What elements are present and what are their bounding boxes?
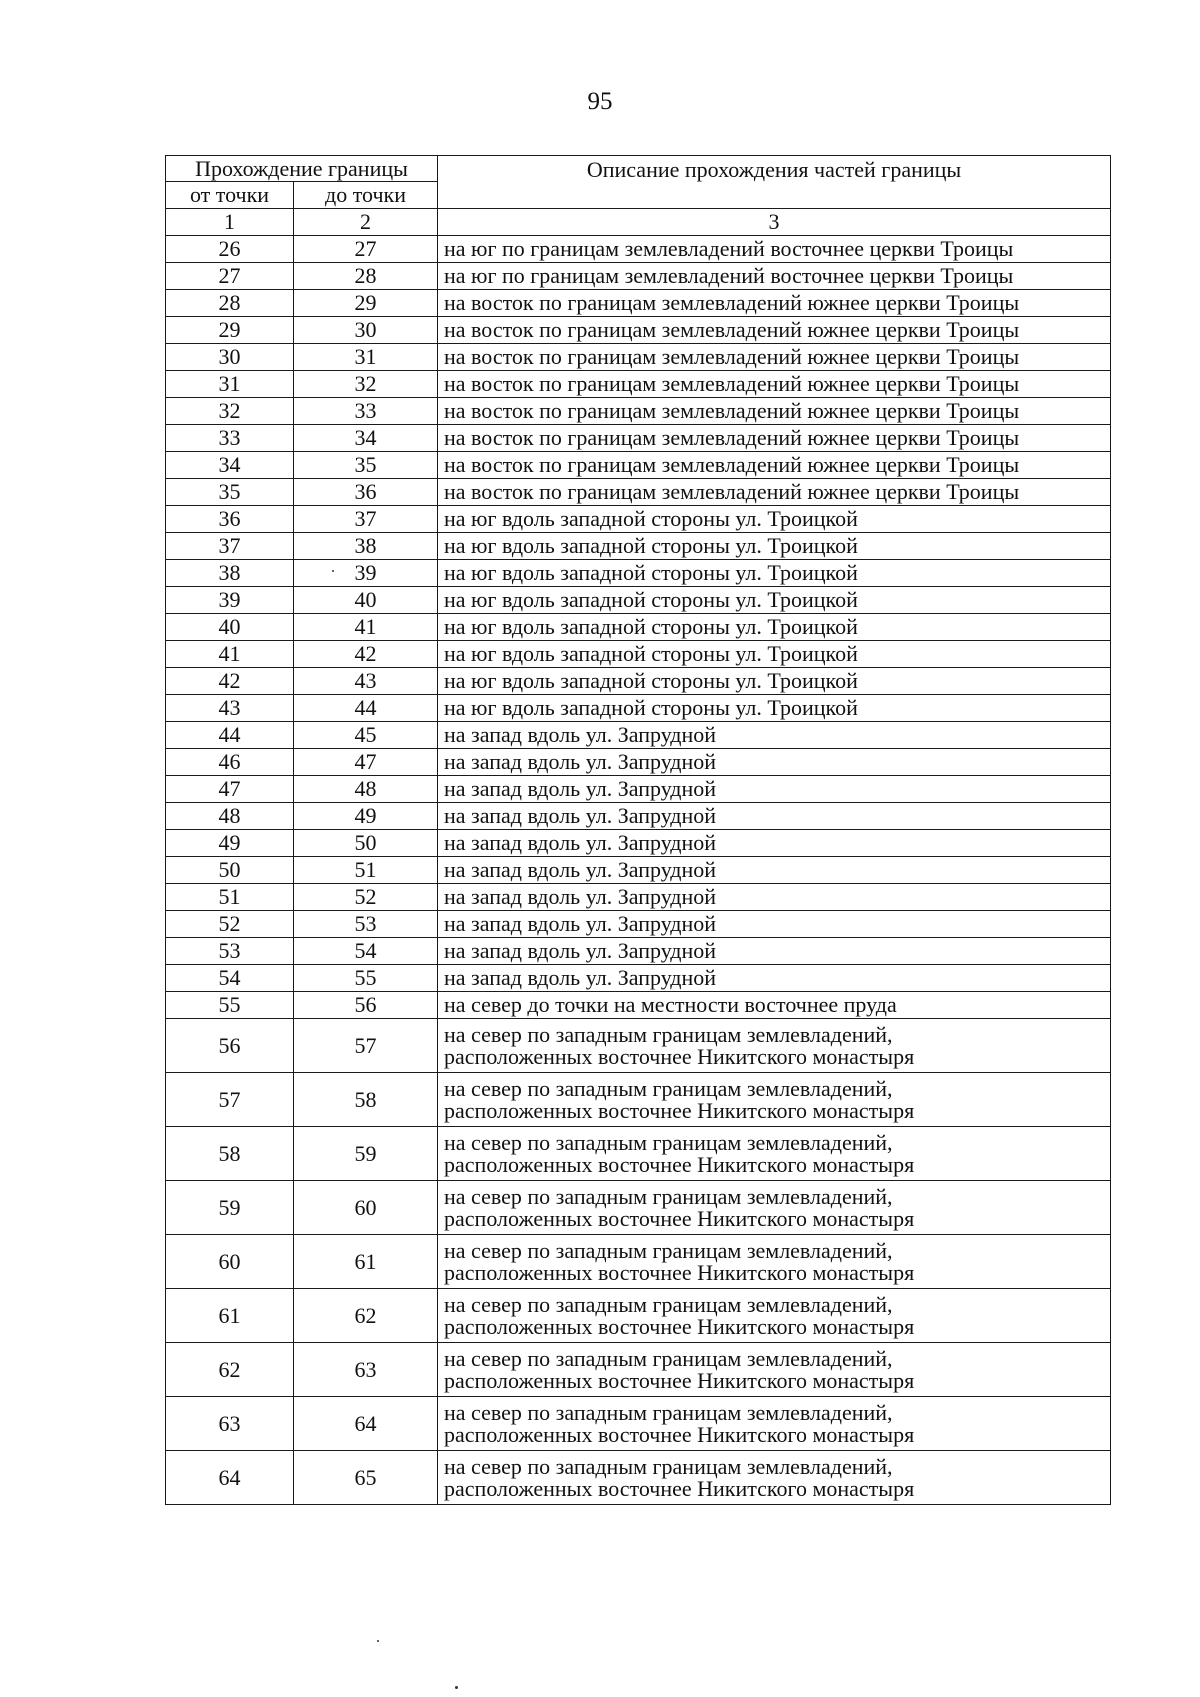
from-point-cell: 53	[166, 938, 294, 965]
description-line: на запад вдоль ул. Запрудной	[444, 911, 717, 936]
to-point-cell: 29	[294, 290, 438, 317]
from-point-cell: 30	[166, 344, 294, 371]
description-line: на юг вдоль западной стороны ул. Троицкой	[444, 560, 858, 585]
to-point-cell: 58	[294, 1073, 438, 1127]
to-point-cell: 37	[294, 506, 438, 533]
from-point-cell: 59	[166, 1181, 294, 1235]
table-row	[166, 695, 1111, 722]
column-number-1: 1	[166, 209, 294, 236]
description-line: на восток по границам землевладений южнее церкви Троицы	[444, 425, 1020, 450]
from-point-cell: 48	[166, 803, 294, 830]
description-line: на запад вдоль ул. Запрудной	[444, 857, 717, 882]
to-point-cell: 32	[294, 371, 438, 398]
from-point-cell: 37	[166, 533, 294, 560]
description-cell	[438, 668, 1111, 695]
table-row	[166, 776, 1111, 803]
table-row	[166, 587, 1111, 614]
description-cell	[438, 830, 1111, 857]
description-line: на запад вдоль ул. Запрудной	[444, 749, 717, 774]
to-point-cell: 45	[294, 722, 438, 749]
to-point-cell: 61	[294, 1235, 438, 1289]
description-line: расположенных восточнее Никитского монастыря	[444, 1367, 915, 1393]
description-line: на север по западным границам землевладений,	[444, 1453, 893, 1479]
to-point-cell: 47	[294, 749, 438, 776]
to-point-cell: 62	[294, 1289, 438, 1343]
description-cell	[438, 614, 1111, 641]
description-line: на север по западным границам землевладений,	[444, 1021, 893, 1047]
to-point-cell: 56	[294, 992, 438, 1019]
description-line: на север по западным границам землевладений,	[444, 1345, 893, 1371]
to-point-cell: 49	[294, 803, 438, 830]
table-body	[166, 236, 1111, 1505]
description-cell	[438, 695, 1111, 722]
table-row	[166, 884, 1111, 911]
description-line: на юг вдоль западной стороны ул. Троицкой	[444, 695, 858, 720]
table-header	[166, 156, 1111, 236]
scan-speck	[377, 1640, 379, 1642]
to-point-cell: 44	[294, 695, 438, 722]
to-point-cell: 59	[294, 1127, 438, 1181]
table-row	[166, 641, 1111, 668]
description-line: на север по западным границам землевладений,	[444, 1237, 893, 1263]
table-row	[166, 965, 1111, 992]
table-row	[166, 668, 1111, 695]
to-point-cell: 52	[294, 884, 438, 911]
to-point-cell: 57	[294, 1019, 438, 1073]
description-cell	[438, 344, 1111, 371]
page-number: 95	[587, 88, 613, 115]
from-point-cell: 63	[166, 1397, 294, 1451]
from-point-cell: 40	[166, 614, 294, 641]
table-row	[166, 1343, 1111, 1397]
from-point-cell: 60	[166, 1235, 294, 1289]
to-point-cell: 54	[294, 938, 438, 965]
table-row	[166, 479, 1111, 506]
description-line: на север по западным границам землевладений,	[444, 1129, 893, 1155]
to-point-cell: 34	[294, 425, 438, 452]
to-point-cell: 48	[294, 776, 438, 803]
table-row	[166, 452, 1111, 479]
from-point-cell: 62	[166, 1343, 294, 1397]
header-row-column-numbers	[166, 209, 1111, 236]
table-row	[166, 830, 1111, 857]
table-row	[166, 560, 1111, 587]
to-point-cell: 39	[294, 560, 438, 587]
to-point-cell: 30	[294, 317, 438, 344]
table-row	[166, 344, 1111, 371]
to-point-cell: 28	[294, 263, 438, 290]
from-point-cell: 31	[166, 371, 294, 398]
description-cell	[438, 857, 1111, 884]
description-cell	[438, 560, 1111, 587]
table-row	[166, 938, 1111, 965]
from-point-cell: 35	[166, 479, 294, 506]
description-cell	[438, 776, 1111, 803]
to-point-cell: 55	[294, 965, 438, 992]
to-point-cell: 65	[294, 1451, 438, 1505]
description-line: расположенных восточнее Никитского монастыря	[444, 1151, 915, 1177]
description-line: на восток по границам землевладений южнее церкви Троицы	[444, 290, 1020, 315]
description-line: расположенных восточнее Никитского монастыря	[444, 1421, 915, 1447]
description-cell	[438, 938, 1111, 965]
description-cell	[438, 236, 1111, 263]
description-cell	[438, 398, 1111, 425]
description-cell	[438, 1235, 1111, 1289]
table-row	[166, 1397, 1111, 1451]
description-line: на запад вдоль ул. Запрудной	[444, 965, 717, 990]
description-cell	[438, 263, 1111, 290]
description-line: на север по западным границам землевладений,	[444, 1291, 893, 1317]
from-point-cell: 52	[166, 911, 294, 938]
from-point-cell: 47	[166, 776, 294, 803]
description-cell	[438, 803, 1111, 830]
description-line: расположенных восточнее Никитского монастыря	[444, 1205, 915, 1231]
description-cell	[438, 452, 1111, 479]
from-point-cell: 39	[166, 587, 294, 614]
description-line: на юг по границам землевладений восточнее церкви Троицы	[444, 263, 1014, 288]
description-cell	[438, 641, 1111, 668]
table-row	[166, 749, 1111, 776]
boundary-table	[165, 155, 1111, 1505]
header-from-point: от точки	[166, 182, 294, 209]
description-line: на север до точки на местности восточнее пруда	[444, 992, 897, 1017]
table-row	[166, 317, 1111, 344]
description-line: на юг вдоль западной стороны ул. Троицкой	[444, 506, 858, 531]
header-row-group	[166, 156, 1111, 182]
from-point-cell: 28	[166, 290, 294, 317]
table-row	[166, 1073, 1111, 1127]
description-cell	[438, 425, 1111, 452]
table-row	[166, 533, 1111, 560]
table-row	[166, 722, 1111, 749]
description-line: расположенных восточнее Никитского монастыря	[444, 1043, 915, 1069]
from-point-cell: 42	[166, 668, 294, 695]
description-cell	[438, 506, 1111, 533]
to-point-cell: 36	[294, 479, 438, 506]
description-line: на восток по границам землевладений южнее церкви Троицы	[444, 452, 1020, 477]
from-point-cell: 34	[166, 452, 294, 479]
scan-speck	[332, 570, 334, 572]
table-row	[166, 506, 1111, 533]
column-number-3: 3	[438, 209, 1111, 236]
description-line: расположенных восточнее Никитского монастыря	[444, 1259, 915, 1285]
table-row	[166, 290, 1111, 317]
to-point-cell: 43	[294, 668, 438, 695]
description-line: на север по западным границам землевладений,	[444, 1075, 893, 1101]
description-cell	[438, 749, 1111, 776]
description-line: на юг вдоль западной стороны ул. Троицкой	[444, 533, 858, 558]
table-row	[166, 614, 1111, 641]
description-line: на север по западным границам землевладений,	[444, 1183, 893, 1209]
from-point-cell: 61	[166, 1289, 294, 1343]
description-cell	[438, 533, 1111, 560]
from-point-cell: 58	[166, 1127, 294, 1181]
description-line: на восток по границам землевладений южнее церкви Троицы	[444, 479, 1020, 504]
from-point-cell: 29	[166, 317, 294, 344]
to-point-cell: 50	[294, 830, 438, 857]
description-cell	[438, 992, 1111, 1019]
to-point-cell: 42	[294, 641, 438, 668]
description-cell	[438, 722, 1111, 749]
description-cell	[438, 884, 1111, 911]
from-point-cell: 57	[166, 1073, 294, 1127]
from-point-cell: 50	[166, 857, 294, 884]
from-point-cell: 56	[166, 1019, 294, 1073]
description-cell	[438, 317, 1111, 344]
description-cell	[438, 1289, 1111, 1343]
description-line: на юг вдоль западной стороны ул. Троицкой	[444, 614, 858, 639]
description-cell	[438, 1397, 1111, 1451]
table-row	[166, 1289, 1111, 1343]
description-line: на запад вдоль ул. Запрудной	[444, 884, 717, 909]
description-cell	[438, 479, 1111, 506]
from-point-cell: 26	[166, 236, 294, 263]
table-row	[166, 1235, 1111, 1289]
column-number-2: 2	[294, 209, 438, 236]
from-point-cell: 33	[166, 425, 294, 452]
description-cell	[438, 1343, 1111, 1397]
description-cell	[438, 371, 1111, 398]
to-point-cell: 38	[294, 533, 438, 560]
from-point-cell: 55	[166, 992, 294, 1019]
from-point-cell: 38	[166, 560, 294, 587]
description-cell	[438, 587, 1111, 614]
from-point-cell: 43	[166, 695, 294, 722]
description-line: на юг вдоль западной стороны ул. Троицкой	[444, 641, 858, 666]
description-cell	[438, 290, 1111, 317]
table-row	[166, 236, 1111, 263]
table-row	[166, 371, 1111, 398]
from-point-cell: 27	[166, 263, 294, 290]
from-point-cell: 32	[166, 398, 294, 425]
from-point-cell: 49	[166, 830, 294, 857]
table-row	[166, 911, 1111, 938]
description-line: на запад вдоль ул. Запрудной	[444, 803, 717, 828]
to-point-cell: 33	[294, 398, 438, 425]
to-point-cell: 35	[294, 452, 438, 479]
to-point-cell: 31	[294, 344, 438, 371]
description-line: на восток по границам землевладений южнее церкви Троицы	[444, 344, 1020, 369]
description-line: на запад вдоль ул. Запрудной	[444, 722, 717, 747]
table-row	[166, 1019, 1111, 1073]
table-row	[166, 398, 1111, 425]
to-point-cell: 41	[294, 614, 438, 641]
description-cell	[438, 965, 1111, 992]
description-line: на юг по границам землевладений восточнее церкви Троицы	[444, 236, 1014, 261]
description-line: на запад вдоль ул. Запрудной	[444, 776, 717, 801]
table-row	[166, 425, 1111, 452]
to-point-cell: 63	[294, 1343, 438, 1397]
description-line: на восток по границам землевладений южнее церкви Троицы	[444, 398, 1020, 423]
description-cell	[438, 1019, 1111, 1073]
to-point-cell: 53	[294, 911, 438, 938]
to-point-cell: 60	[294, 1181, 438, 1235]
description-line: на юг вдоль западной стороны ул. Троицкой	[444, 668, 858, 693]
from-point-cell: 41	[166, 641, 294, 668]
description-cell	[438, 1181, 1111, 1235]
scan-speck	[455, 1686, 458, 1689]
from-point-cell: 46	[166, 749, 294, 776]
to-point-cell: 40	[294, 587, 438, 614]
description-line: расположенных восточнее Никитского монастыря	[444, 1475, 915, 1501]
description-line: на запад вдоль ул. Запрудной	[444, 938, 717, 963]
table-row	[166, 1451, 1111, 1505]
to-point-cell: 51	[294, 857, 438, 884]
from-point-cell: 54	[166, 965, 294, 992]
description-cell	[438, 1127, 1111, 1181]
description-line: расположенных восточнее Никитского монастыря	[444, 1313, 915, 1339]
description-line: на юг вдоль западной стороны ул. Троицкой	[444, 587, 858, 612]
table-row	[166, 263, 1111, 290]
from-point-cell: 44	[166, 722, 294, 749]
from-point-cell: 36	[166, 506, 294, 533]
table-row	[166, 992, 1111, 1019]
description-cell	[438, 911, 1111, 938]
from-point-cell: 51	[166, 884, 294, 911]
header-to-point: до точки	[294, 182, 438, 209]
table-row	[166, 803, 1111, 830]
table-row	[166, 1127, 1111, 1181]
to-point-cell: 64	[294, 1397, 438, 1451]
table-row	[166, 1181, 1111, 1235]
description-line: на север по западным границам землевладений,	[444, 1399, 893, 1425]
header-description: Описание прохождения частей границы	[438, 156, 1111, 209]
description-line: расположенных восточнее Никитского монастыря	[444, 1097, 915, 1123]
description-cell	[438, 1073, 1111, 1127]
header-boundary-passage: Прохождение границы	[166, 156, 438, 182]
description-cell	[438, 1451, 1111, 1505]
description-line: на запад вдоль ул. Запрудной	[444, 830, 717, 855]
table-row	[166, 857, 1111, 884]
to-point-cell: 27	[294, 236, 438, 263]
description-line: на восток по границам землевладений южнее церкви Троицы	[444, 371, 1020, 396]
from-point-cell: 64	[166, 1451, 294, 1505]
description-line: на восток по границам землевладений южнее церкви Троицы	[444, 317, 1020, 342]
